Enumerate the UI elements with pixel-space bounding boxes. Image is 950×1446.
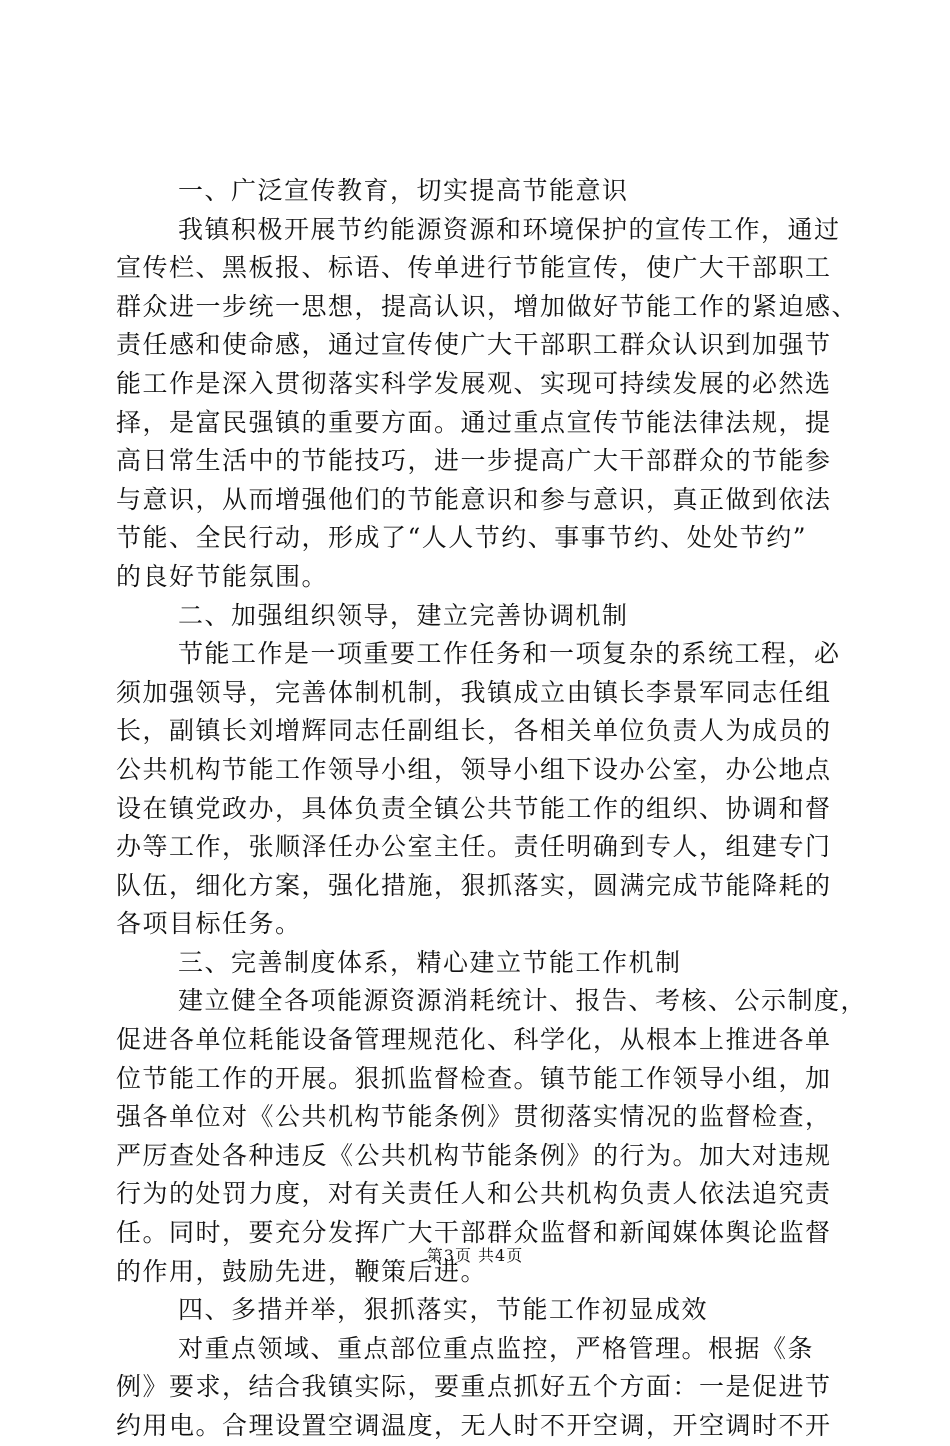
body-line: 建立健全各项能源资源消耗统计、报告、考核、公示制度，: [178, 986, 868, 1016]
body-line: 责任感和使命感，通过宣传使广大干部职工群众认识到加强节: [116, 330, 832, 360]
body-line: 严厉查处各种违反《公共机构节能条例》的行为。加大对违规: [116, 1140, 832, 1170]
body-line: 强各单位对《公共机构节能条例》贯彻落实情况的监督检查，: [116, 1102, 832, 1132]
body-line: 约用电。合理设置空调温度，无人时不开空调，开空调时不开: [116, 1411, 832, 1440]
body-line: 节能、全民行动，形成了“人人节约、事事节约、处处节约”: [116, 523, 808, 553]
section-heading: 三、完善制度体系，精心建立节能工作机制: [178, 947, 682, 977]
body-line: 择，是富民强镇的重要方面。通过重点宣传节能法律法规，提: [116, 407, 832, 437]
body-line: 节能工作是一项重要工作任务和一项复杂的系统工程，必: [178, 639, 841, 669]
body-line: 须加强领导，完善体制机制，我镇成立由镇长李景军同志任组: [116, 677, 832, 707]
body-line: 与意识，从而增强他们的节能意识和参与意识，真正做到依法: [116, 484, 832, 514]
body-line: 例》要求，结合我镇实际，要重点抓好五个方面：一是促进节: [116, 1372, 832, 1402]
section-heading: 二、加强组织领导，建立完善协调机制: [178, 600, 629, 630]
body-line: 办等工作，张顺泽任办公室主任。责任明确到专人，组建专门: [116, 832, 832, 862]
body-line: 宣传栏、黑板报、标语、传单进行节能宣传，使广大干部职工: [116, 253, 832, 283]
body-line: 高日常生活中的节能技巧，进一步提高广大干部群众的节能参: [116, 446, 832, 476]
body-line: 我镇积极开展节约能源资源和环境保护的宣传工作，通过: [178, 214, 841, 244]
body-line: 队伍，细化方案，强化措施，狠抓落实，圆满完成节能降耗的: [116, 870, 832, 900]
body-line: 的作用，鼓励先进，鞭策后进。: [116, 1256, 488, 1286]
section-heading: 四、多措并举，狠抓落实，节能工作初显成效: [178, 1295, 709, 1325]
body-line: 任。同时，要充分发挥广大干部群众监督和新闻媒体舆论监督: [116, 1218, 832, 1248]
body-line: 的良好节能氛围。: [116, 561, 329, 591]
body-line: 行为的处罚力度，对有关责任人和公共机构负责人依法追究责: [116, 1179, 832, 1209]
body-line: 促进各单位耗能设备管理规范化、科学化，从根本上推进各单: [116, 1025, 832, 1055]
body-line: 对重点领域、重点部位重点监控，严格管理。根据《条: [178, 1333, 815, 1363]
body-line: 设在镇党政办，具体负责全镇公共节能工作的组织、协调和督: [116, 793, 832, 823]
body-line: 各项目标任务。: [116, 909, 302, 939]
page-footer: 第3页 共4页: [426, 1246, 524, 1265]
body-line: 位节能工作的开展。狠抓监督检查。镇节能工作领导小组，加: [116, 1063, 832, 1093]
body-line: 群众进一步统一思想，提高认识，增加做好节能工作的紧迫感、: [116, 291, 859, 321]
section-heading: 一、广泛宣传教育，切实提高节能意识: [178, 176, 629, 205]
body-line: 公共机构节能工作领导小组，领导小组下设办公室，办公地点: [116, 754, 832, 784]
body-line: 长，副镇长刘增辉同志任副组长，各相关单位负责人为成员的: [116, 716, 832, 746]
body-line: 能工作是深入贯彻落实科学发展观、实现可持续发展的必然选: [116, 368, 832, 398]
